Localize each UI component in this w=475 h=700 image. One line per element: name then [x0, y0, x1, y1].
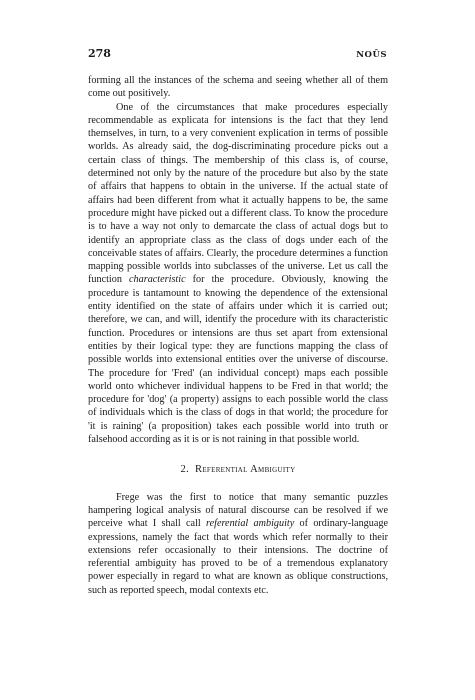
paragraph-frege	[88, 491, 388, 597]
section-heading	[88, 463, 388, 476]
section-number: 2.	[180, 464, 190, 476]
paragraph-continuation: forming all the instances of the schema and seeing whether all of them come out positively.	[88, 75, 388, 100]
paragraph-procedures	[88, 101, 388, 447]
term-characteristic: characteristic	[129, 274, 186, 286]
paragraph-text: Frege was the first to notice that many semantic puzzles hampering logical analysis of natural discourse can be resolved if we perceive what I shall call	[88, 491, 388, 530]
page-number: 278	[88, 47, 111, 60]
paragraph-text: for the procedure. Obviously, knowing the procedure is tantamount to knowing the dependence of the extensional entity identified on the state of affairs under which it is carried out; therefore, we can, and will, identify the procedure with its characteristic function. Procedures or intensions are thus set apart from extensional entities by their logical type: they are functions mapping the class of possible worlds into extensional entities over the universe of discourse. The procedure for 'Fred' (an individual concept) maps each possible world onto whichever individual happens to be Fred in that world; the procedure for 'dog' (a property) assigns to each possible world the class of individuals which is the class of dogs in that world; the procedure for 'it is raining' (a proposition) takes each possible world into truth or falsehood according as it is or is not raining in that possible world.	[88, 274, 388, 446]
journal-title: NOÛS	[356, 50, 387, 60]
term-referential-ambiguity: referential ambiguity	[206, 518, 295, 530]
section-title: Referential Ambiguity	[194, 464, 296, 476]
paragraph-text: of ordinary-language expressions, namely the fact that words which refer normally to their extensions refer occasionally to their intensions. The doctrine of referential ambiguity has proved to be of a tremendous explanatory power especially in regard to what are known as oblique constructions, such as reported speech, modal contexts etc.	[88, 518, 388, 596]
paragraph-text: One of the circumstances that make procedures especially recommendable as explicata for intensions is the fact that they lend themselves, in turn, to a very convenient explication in terms of possible worlds. As already said, the dog-discriminating procedure picks out a certain class of things. The membership of this class is, of course, determined not only by the nature of the procedure but also by the state of affairs that happens to obtain in the universe. If the actual state of affairs had been different from what it actually happens to be, the same procedure might have picked out a different class. To know the procedure is to have a way not only to demarcate the class of actual dogs but to identify an appropriate class as the class of dogs under each of the conceivable states of affairs. Clearly, the procedure determines a function mapping possible worlds into subclasses of the universe. Let us call the function	[88, 101, 388, 286]
body-text	[88, 74, 388, 597]
running-head	[88, 47, 387, 60]
